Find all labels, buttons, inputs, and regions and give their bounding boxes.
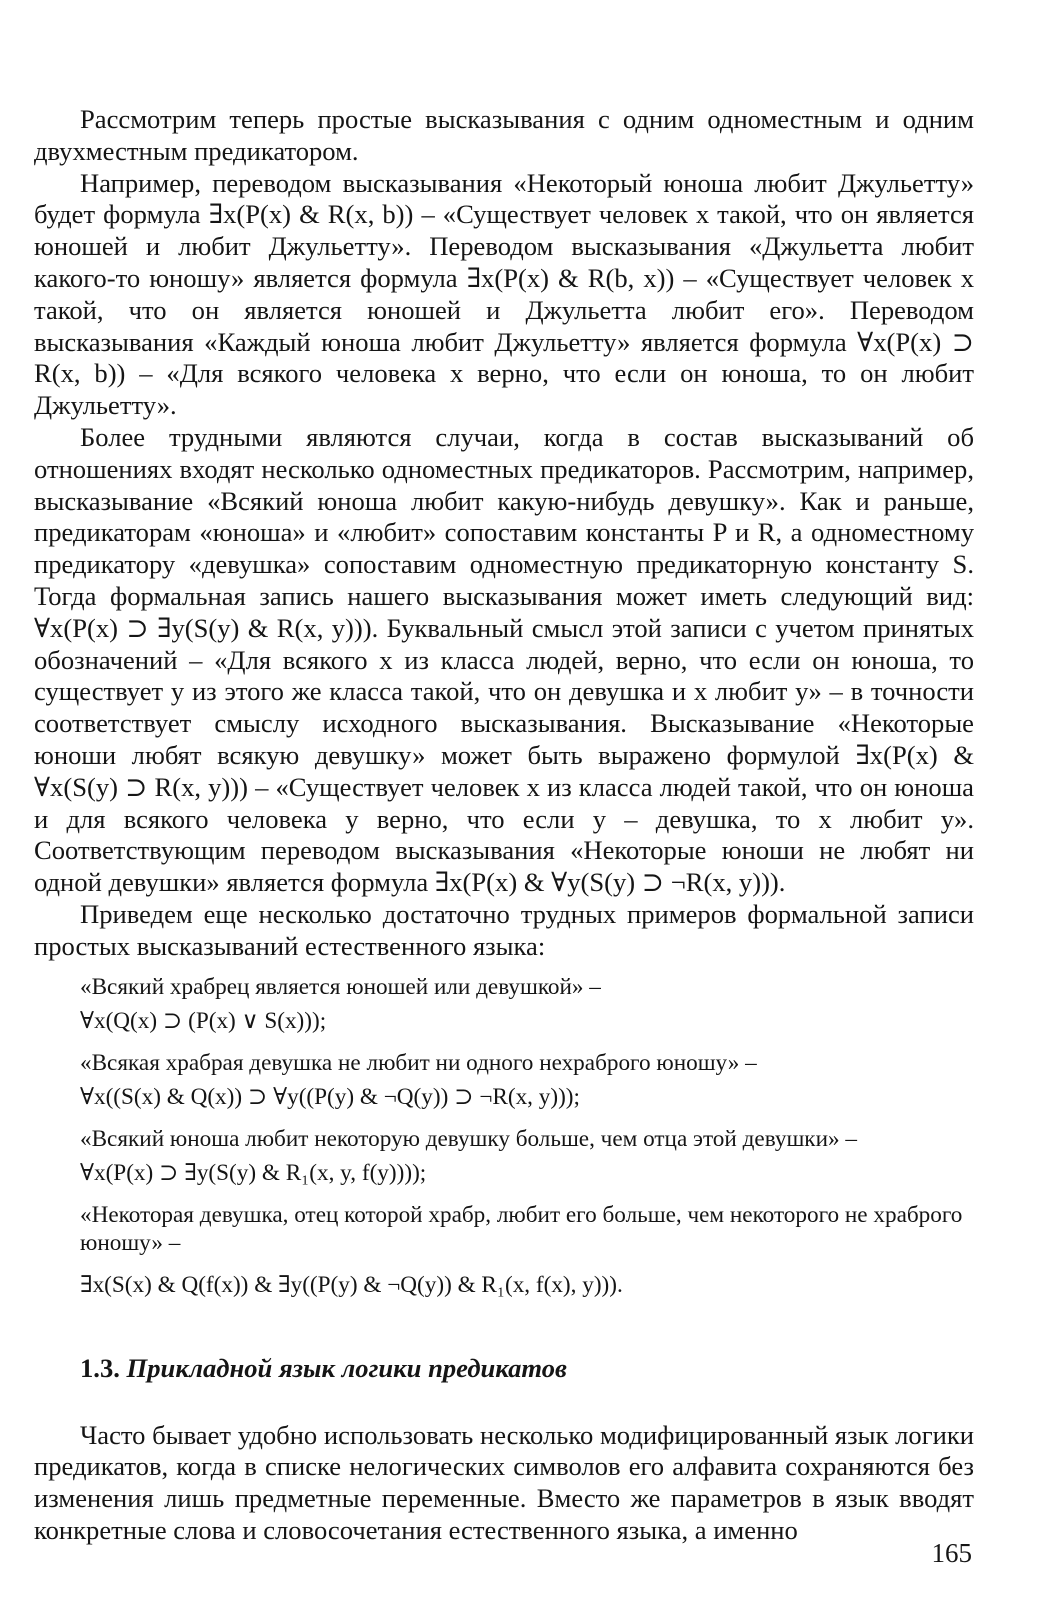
page-text: [34, 104, 974, 1547]
example-formula: ∃x(S(x) & Q(f(x)) & ∃y((P(y) & ¬Q(y)) & R₁(x, f(x), y))).: [80, 1271, 623, 1298]
example-formula: ∀x((S(x) & Q(x)) ⊃ ∀y((P(y) & ¬Q(y)) ⊃ ¬R(x, y)));: [80, 1083, 580, 1110]
paragraph-juliet-examples: Например, переводом высказывания «Некоторый юноша любит Джульетту» будет формула ∃x(P(x) & R(x, b)) – «Существует человек x такой, что он является юношей и любит Джульетту». Переводом высказывания «Джульетта любит какого-то юношу» является формула ∃x(P(x) & R(b, x)) – «Существует человек x такой, что он является юношей и Джульетта любит его». Переводом высказывания «Каждый юноша любит Джульетту» является формула ∀x(P(x) ⊃ R(x, b)) – «Для всякого человека x верно, что если он юноша, то он любит Джульетту».: [34, 167, 974, 421]
section-number: 1.3.: [80, 1352, 120, 1383]
example-formula: ∀x(Q(x) ⊃ (P(x) ∨ S(x)));: [80, 1007, 327, 1034]
examples-list: [80, 973, 974, 1299]
paragraph-complex-cases: Более трудными являются случаи, когда в состав высказываний об отношениях входят несколько одноместных предикаторов. Рассмотрим, например, высказывание «Всякий юноша любит какую-нибудь девушку». Как и раньше, предикаторам «юноша» и «любит» сопоставим константы P и R, а одноместному предикатору «девушка» сопоставим одноместную предикаторную константу S. Тогда формальная запись нашего высказывания может иметь следующий вид: ∀x(P(x) ⊃ ∃y(S(y) & R(x, y))). Буквальный смысл этой записи с учетом принятых обозначений – «Для всякого x из класса людей, верно, что если он юноша, то существует y из этого же класса такой, что он девушка и x любит y» – в точности соответствует смыслу исходного высказывания. Высказывание «Некоторые юноши любят всякую девушку» может быть выражено формулой ∃x(P(x) & ∀x(S(y) ⊃ R(x, y))) – «Существует человек x из класса людей такой, что он юноша и для всякого человека y верно, что если y – девушка, то x любит y». Соответствующим переводом высказывания «Некоторые юноши не любят ни одной девушки» является формула ∃x(P(x) & ∀y(S(y) ⊃ ¬R(x, y))).: [34, 421, 974, 898]
example-statement: «Всякая храбрая девушка не любит ни одного нехраброго юношу» –: [80, 1049, 757, 1076]
paragraph-applied-language: Часто бывает удобно использовать несколько модифицированный язык логики предикатов, когда в списке нелогических символов его алфавита сохраняются без изменения лишь предметные переменные. Вместо же параметров в язык вводят конкретные слова и словосочетания естественного языка, а именно: [34, 1419, 974, 1545]
section-heading: [80, 1353, 974, 1384]
example-statement: «Всякий храбрец является юношей или девушкой» –: [80, 973, 601, 1000]
example-statement: «Некоторая девушка, отец которой храбр, любит его больше, чем некоторого не храброго юношу» –: [80, 1201, 963, 1256]
example-formula: ∀x(P(x) ⊃ ∃y(S(y) & R₁(x, y, f(y))));: [80, 1159, 427, 1186]
section-title: Прикладной язык логики предикатов: [126, 1352, 567, 1383]
paragraph-more-examples: Приведем еще несколько достаточно трудных примеров формальной записи простых высказываний естественного языка:: [34, 898, 974, 961]
example-statement: «Всякий юноша любит некоторую девушку больше, чем отца этой девушки» –: [80, 1125, 857, 1152]
page-number: 165: [931, 1538, 972, 1568]
paragraph-intro: Рассмотрим теперь простые высказывания с одним одноместным и одним двухместным предикатором.: [34, 104, 974, 166]
